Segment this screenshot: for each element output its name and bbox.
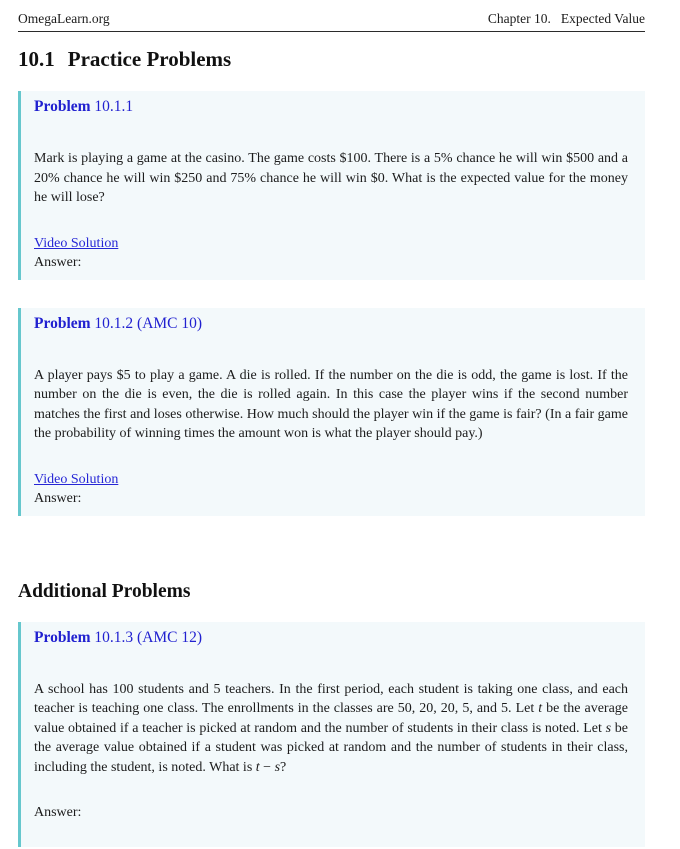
answer-label: Answer:	[34, 255, 82, 270]
problem-box-10-1-3	[18, 622, 645, 847]
answer-label: Answer:	[34, 491, 82, 506]
answer-label: Answer:	[34, 805, 82, 820]
video-solution-link[interactable]: Video Solution	[34, 235, 119, 251]
problem-tag: (AMC 10)	[137, 314, 203, 332]
header-chapter: Chapter 10.	[487, 11, 551, 26]
section-number: 10.1	[18, 47, 55, 71]
problem-title	[34, 97, 628, 116]
problem-number: 10.1.1	[94, 98, 134, 115]
problem-title	[34, 628, 628, 647]
problem-box-10-1-2	[18, 308, 645, 516]
header-site: OmegaLearn.org	[18, 11, 110, 26]
problem-label: Problem	[34, 628, 91, 646]
problem-title	[34, 314, 628, 333]
problem-number: 10.1.3	[94, 628, 134, 646]
problem-body: A school has 100 students and 5 teachers. In the first period, each student is taking one class, and each teacher is teaching one class. The enrollments in the classes are 50, 20, 20, 5, and 5. Let t be the average value obtained if a teacher is picked at random and the number of students in their class is noted. Let s be the average value obtained if a student was picked at random and the number of students in their class, including the student, is noted. What is t − s?	[34, 681, 628, 775]
additional-problems-heading: Additional Problems	[18, 580, 191, 602]
section-heading	[18, 46, 645, 72]
section-title: Practice Problems	[67, 47, 232, 71]
video-solution-link[interactable]: Video Solution	[34, 471, 119, 487]
problem-number: 10.1.2	[94, 314, 134, 332]
problem-tag: (AMC 12)	[137, 628, 203, 646]
header-chapter-title: Expected Value	[560, 11, 645, 26]
problem-label: Problem	[34, 98, 91, 115]
problem-body: A player pays $5 to play a game. A die is rolled. If the number on the die is odd, the game is lost. If the number on the die is even, the die is rolled again. In this case the player wins if the second number matches the first and loses otherwise. How much should the player win if the game is fair? (In a fair game the probability of winning times the amount won is what the player should pay.)	[34, 367, 628, 441]
problem-box-10-1-1	[18, 91, 645, 280]
problem-body: Mark is playing a game at the casino. The game costs $100. There is a 5% chance he will win $500 and a 20% chance he will win $250 and 75% chance he will win $0. What is the expected value for the money he will lose?	[34, 151, 628, 205]
problem-label: Problem	[34, 314, 91, 332]
page-header	[18, 0, 645, 32]
header-chapter-block	[488, 11, 645, 27]
